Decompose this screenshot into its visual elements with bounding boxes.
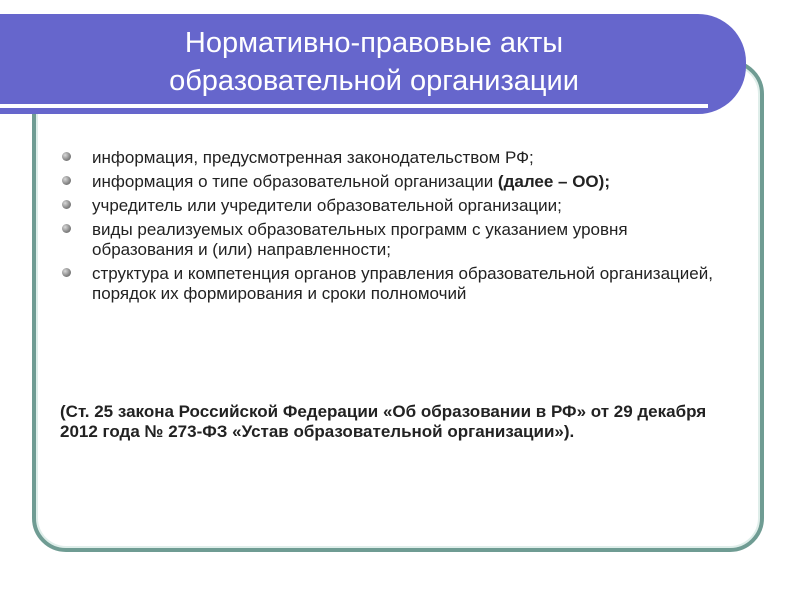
bullet-dot-icon (62, 224, 71, 233)
bullet-item (60, 196, 720, 216)
bullet-text: информация о типе образовательной организации (92, 172, 498, 191)
title-line-2: образовательной организации (169, 65, 579, 97)
title-underline (0, 104, 708, 108)
slide-title (24, 24, 724, 100)
bullet-text: информация, предусмотренная законодательством РФ; (92, 148, 534, 167)
bullet-text: учредитель или учредители образовательной организации; (92, 196, 562, 215)
bullet-bold-text: (далее – ОО); (497, 172, 610, 191)
law-citation: (Ст. 25 закона Российской Федерации «Об образовании в РФ» от 29 декабря 2012 года № 273-ФЗ «Устав образовательной организации»). (60, 402, 707, 441)
bullet-dot-icon (62, 152, 71, 161)
bullet-dot-icon (62, 200, 71, 209)
bullet-list (60, 148, 720, 308)
bullet-item (60, 264, 720, 304)
bullet-text: структура и компетенция органов управления образовательной организацией, порядок их формирования и сроки полномочий (92, 264, 713, 303)
bullet-dot-icon (62, 176, 71, 185)
bullet-item (60, 148, 720, 168)
bullet-dot-icon (62, 268, 71, 277)
bullet-item (60, 220, 720, 260)
bullet-item (60, 172, 720, 192)
bullet-text: виды реализуемых образовательных программ с указанием уровня образования и (или) направленности; (92, 220, 628, 259)
title-line-1: Нормативно-правовые акты (184, 27, 564, 59)
